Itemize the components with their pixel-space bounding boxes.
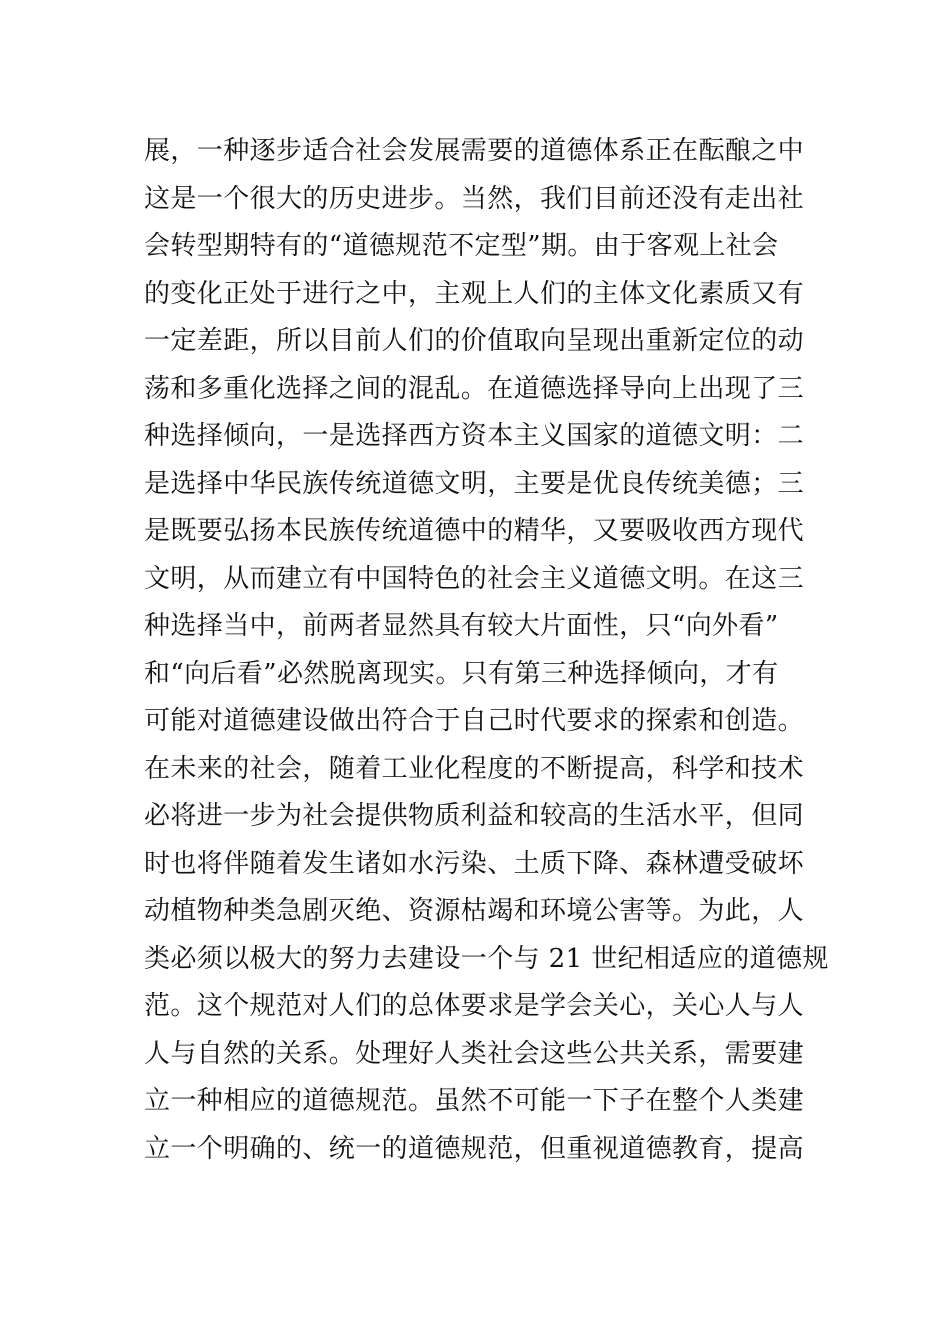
text-line: 荡和多重化选择之间的混乱。在道德选择导向上出现了三 — [144, 373, 805, 404]
text-line: 的变化正处于进行之中，主观上人们的主体文化素质又有 — [144, 278, 805, 309]
body-text — [144, 128, 829, 1173]
text-line: 必将进一步为社会提供物质利益和较高的生活水平，但同 — [144, 801, 805, 831]
text-line: 立一种相应的道德规范。虽然不可能一下子在整个人类建 — [144, 1086, 805, 1116]
text-line: 和“向后看”必然脱离现实。只有第三种选择倾向，才有 — [144, 658, 779, 689]
text-line: 类必须以极大的努力去建设一个与 21 世纪相适应的道德规 — [144, 943, 829, 974]
text-line: 范。这个规范对人们的总体要求是学会关心，关心人与人 — [144, 991, 805, 1021]
text-line: 人与自然的关系。处理好人类社会这些公共关系，需要建 — [144, 1038, 805, 1069]
text-line: 文明，从而建立有中国特色的社会主义道德文明。在这三 — [144, 563, 805, 594]
text-line: 这是一个很大的历史进步。当然，我们目前还没有走出社 — [144, 183, 805, 214]
text-line: 展，一种逐步适合社会发展需要的道德体系正在酝酿之中 — [144, 136, 805, 166]
text-line: 一定差距，所以目前人们的价值取向呈现出重新定位的动 — [144, 326, 805, 356]
text-line: 种选择倾向，一是选择西方资本主义国家的道德文明：二 — [144, 421, 805, 451]
text-line: 在未来的社会，随着工业化程度的不断提高，科学和技术 — [144, 753, 805, 784]
text-line: 是选择中华民族传统道德文明，主要是优良传统美德；三 — [144, 468, 805, 499]
text-line: 是既要弘扬本民族传统道德中的精华，又要吸收西方现代 — [144, 516, 805, 546]
text-line: 时也将伴随着发生诸如水污染、土质下降、森林遭受破坏 — [144, 848, 805, 879]
text-line: 种选择当中，前两者显然具有较大片面性，只“向外看” — [144, 611, 779, 641]
text-line: 动植物种类急剧灭绝、资源枯竭和环境公害等。为此，人 — [144, 896, 805, 926]
text-line: 可能对道德建设做出符合于自己时代要求的探索和创造。 — [144, 706, 805, 736]
text-line: 会转型期特有的“道德规范不定型”期。由于客观上社会 — [144, 231, 779, 261]
text-line: 立一个明确的、统一的道德规范，但重视道德教育，提高 — [144, 1133, 805, 1164]
